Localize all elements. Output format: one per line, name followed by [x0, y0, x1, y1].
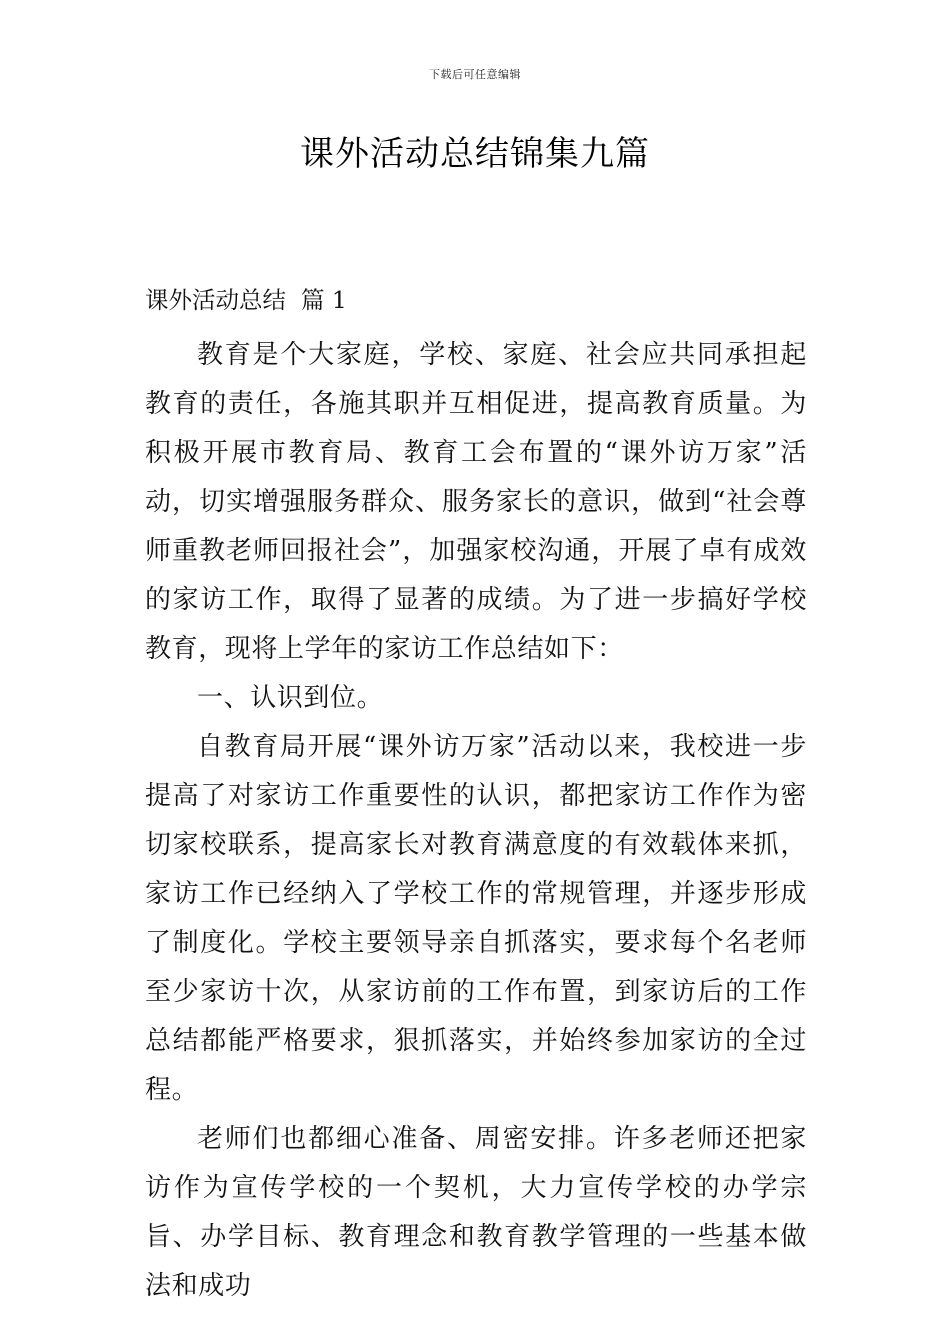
paragraph-intro: 教育是个大家庭，学校、家庭、社会应共同承担起教育的责任，各施其职并互相促进，提高教育质量。为积极开展市教育局、教育工会布置的“课外访万家”活动，切实增强服务群众、服务家长的意识，做到“社会尊师重教老师回报社会”，加强家校沟通，开展了卓有成效的家访工作，取得了显著的成绩。为了进一步搞好学校教育，现将上学年的家访工作总结如下：	[145, 340, 807, 664]
document-title: 课外活动总结锦集九篇	[300, 134, 650, 174]
paragraph-subheading: 一、认识到位。	[197, 683, 384, 713]
paragraph-teachers: 老师们也都细心准备、周密安排。许多老师还把家访作为宣传学校的一个契机，大力宣传学校的办学宗旨、办学目标、教育理念和教育教学管理的一些基本做法和成功	[145, 1124, 807, 1301]
section-heading: 课外活动总结 篇 1	[145, 286, 347, 314]
document-body	[145, 282, 807, 1311]
paragraph-awareness: 自教育局开展“课外访万家”活动以来，我校进一步提高了对家访工作重要性的认识，都把家访工作作为密切家校联系，提高家长对教育满意度的有效载体来抓，家访工作已经纳入了学校工作的常规管理，并逐步形成了制度化。学校主要领导亲自抓落实，要求每个名老师至少家访十次，从家访前的工作布置，到家访后的工作总结都能严格要求，狠抓落实，并始终参加家访的全过程。	[145, 732, 807, 1105]
header-note: 下载后可任意编辑	[429, 68, 521, 81]
